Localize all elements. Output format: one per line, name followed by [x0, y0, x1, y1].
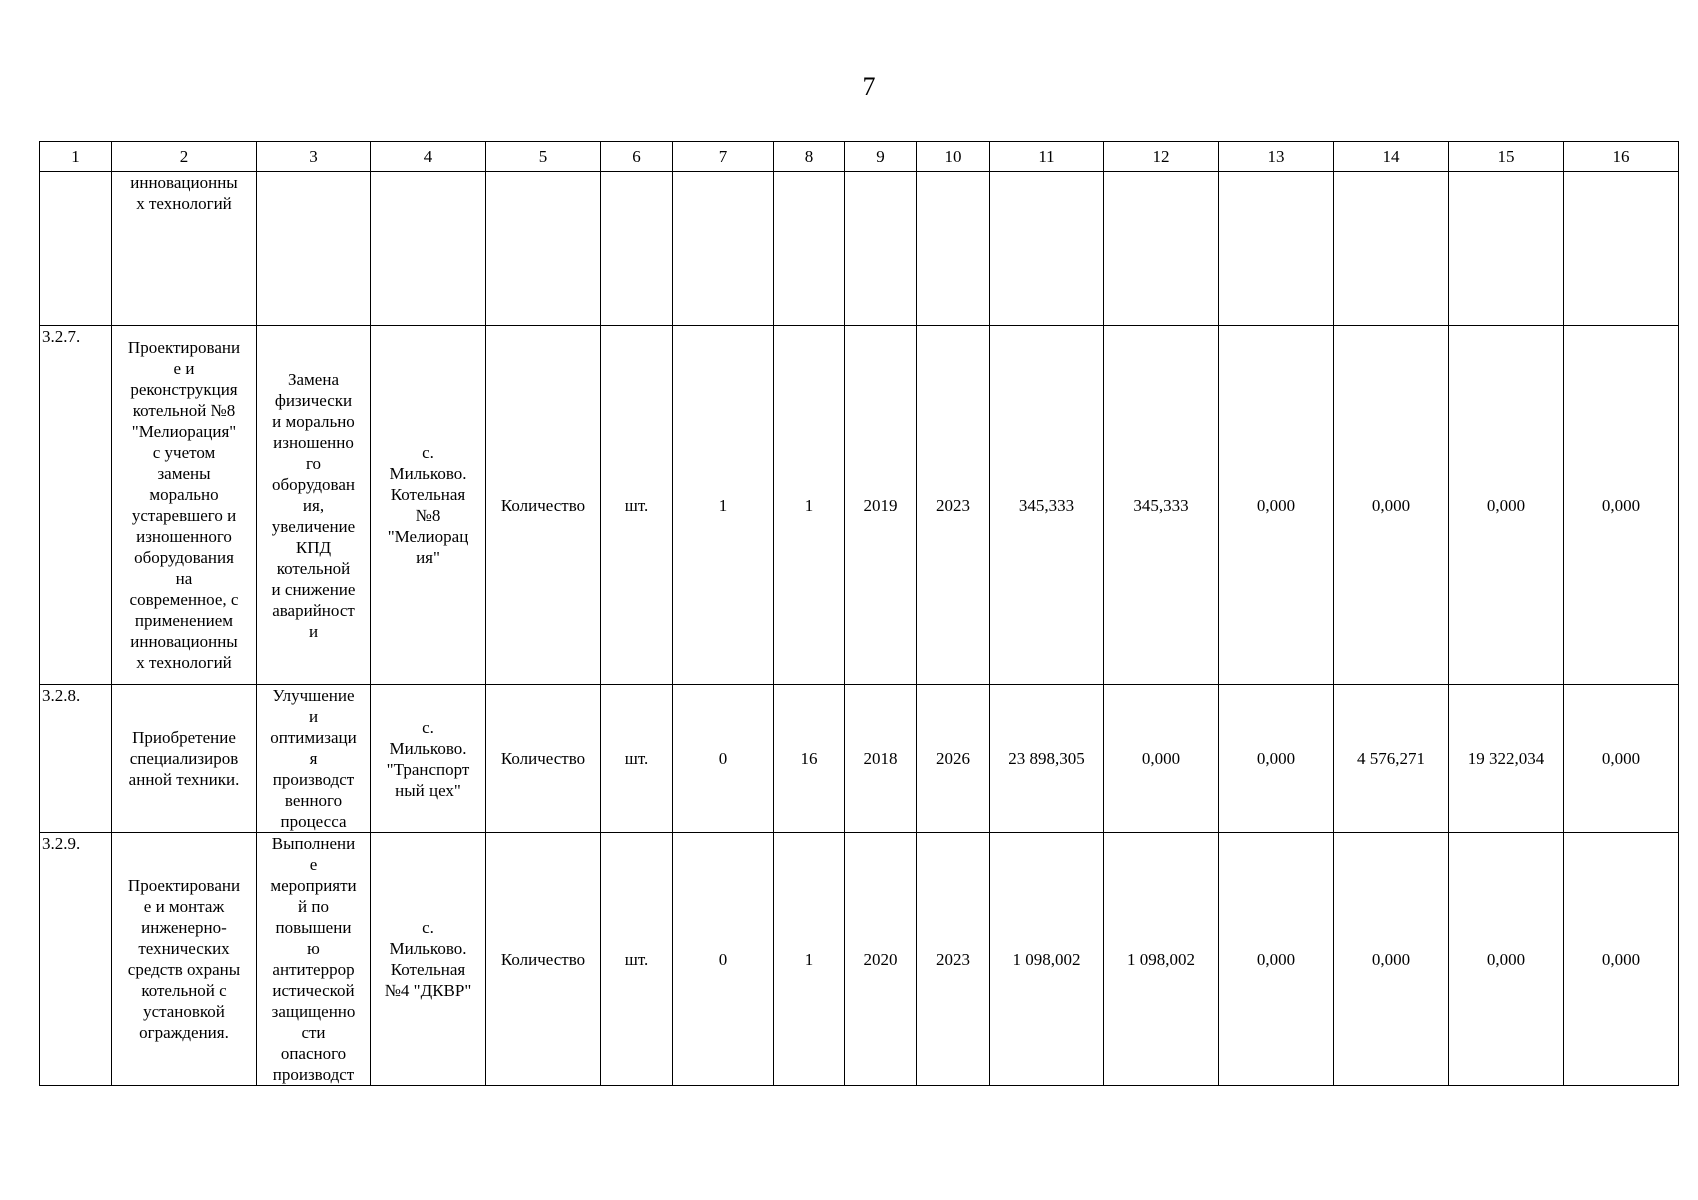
column-number: 11: [990, 142, 1104, 172]
cell-empty: [371, 172, 486, 326]
value-col15: 19 322,034: [1449, 685, 1564, 833]
value-col11: 1 098,002: [990, 833, 1104, 1086]
column-number: 15: [1449, 142, 1564, 172]
value-col16: 0,000: [1564, 685, 1679, 833]
start-year: 2020: [845, 833, 917, 1086]
table-row: [40, 833, 1679, 1086]
indicator-name: Количество: [486, 833, 601, 1086]
value-col12: 1 098,002: [1104, 833, 1219, 1086]
measure-name: Проектировани е и монтаж инженерно- технических средств охраны котельной с установкой ограждения.: [112, 833, 257, 1086]
value-col7: 1: [673, 326, 774, 685]
value-col11: 23 898,305: [990, 685, 1104, 833]
cell-empty: [1219, 172, 1334, 326]
measures-table: [39, 141, 1679, 1086]
value-col8: 1: [774, 833, 845, 1086]
cell-empty: [1104, 172, 1219, 326]
column-number: 5: [486, 142, 601, 172]
value-col16: 0,000: [1564, 833, 1679, 1086]
value-col7: 0: [673, 685, 774, 833]
column-number: 1: [40, 142, 112, 172]
column-number-row: [40, 142, 1679, 172]
cell-empty: [1564, 172, 1679, 326]
value-col8: 16: [774, 685, 845, 833]
value-col13: 0,000: [1219, 833, 1334, 1086]
cell-empty: [1334, 172, 1449, 326]
measure-location: с. Мильково. "Транспорт ный цех": [371, 685, 486, 833]
value-col13: 0,000: [1219, 685, 1334, 833]
value-col14: 0,000: [1334, 833, 1449, 1086]
measure-location: с. Мильково. Котельная №4 "ДКВР": [371, 833, 486, 1086]
row-number: 3.2.9.: [40, 833, 112, 1086]
value-col14: 4 576,271: [1334, 685, 1449, 833]
row-number: 3.2.8.: [40, 685, 112, 833]
cell-empty: [917, 172, 990, 326]
end-year: 2026: [917, 685, 990, 833]
column-number: 2: [112, 142, 257, 172]
start-year: 2018: [845, 685, 917, 833]
value-col15: 0,000: [1449, 833, 1564, 1086]
measure-name-continuation: инновационны х технологий: [112, 172, 257, 326]
cell-empty: [774, 172, 845, 326]
cell-empty: [845, 172, 917, 326]
table-row: [40, 326, 1679, 685]
page-number: 7: [862, 72, 876, 101]
value-col8: 1: [774, 326, 845, 685]
measure-goal: Улучшение и оптимизаци я производст венного процесса: [257, 685, 371, 833]
column-number: 7: [673, 142, 774, 172]
value-col16: 0,000: [1564, 326, 1679, 685]
column-number: 14: [1334, 142, 1449, 172]
column-number: 12: [1104, 142, 1219, 172]
column-number: 13: [1219, 142, 1334, 172]
cell-empty: [1449, 172, 1564, 326]
value-col13: 0,000: [1219, 326, 1334, 685]
end-year: 2023: [917, 326, 990, 685]
cell-empty: [673, 172, 774, 326]
value-col11: 345,333: [990, 326, 1104, 685]
value-col12: 345,333: [1104, 326, 1219, 685]
value-col14: 0,000: [1334, 326, 1449, 685]
unit: шт.: [601, 326, 673, 685]
column-number: 9: [845, 142, 917, 172]
cell-empty: [40, 172, 112, 326]
unit: шт.: [601, 833, 673, 1086]
cell-empty: [486, 172, 601, 326]
measure-name: Проектировани е и реконструкция котельной №8 "Мелиорация" с учетом замены морально устаревшего и изношенного оборудования на современное, с применением инновационны х технологий: [112, 326, 257, 685]
start-year: 2019: [845, 326, 917, 685]
column-number: 8: [774, 142, 845, 172]
indicator-name: Количество: [486, 685, 601, 833]
indicator-name: Количество: [486, 326, 601, 685]
column-number: 4: [371, 142, 486, 172]
value-col7: 0: [673, 833, 774, 1086]
column-number: 3: [257, 142, 371, 172]
unit: шт.: [601, 685, 673, 833]
measure-location: с. Мильково. Котельная №8 "Мелиорац ия": [371, 326, 486, 685]
cell-empty: [257, 172, 371, 326]
measure-goal: Замена физически и морально изношенно го оборудован ия, увеличение КПД котельной и снижение аварийност и: [257, 326, 371, 685]
column-number: 16: [1564, 142, 1679, 172]
table-row-continuation: [40, 172, 1679, 326]
column-number: 6: [601, 142, 673, 172]
measure-goal: Выполнени е мероприяти й по повышени ю антитеррор истической защищенно сти опасного производст: [257, 833, 371, 1086]
cell-empty: [601, 172, 673, 326]
value-col15: 0,000: [1449, 326, 1564, 685]
measure-name: Приобретение специализиров анной техники.: [112, 685, 257, 833]
row-number: 3.2.7.: [40, 326, 112, 685]
column-number: 10: [917, 142, 990, 172]
value-col12: 0,000: [1104, 685, 1219, 833]
cell-empty: [990, 172, 1104, 326]
table-row: [40, 685, 1679, 833]
end-year: 2023: [917, 833, 990, 1086]
